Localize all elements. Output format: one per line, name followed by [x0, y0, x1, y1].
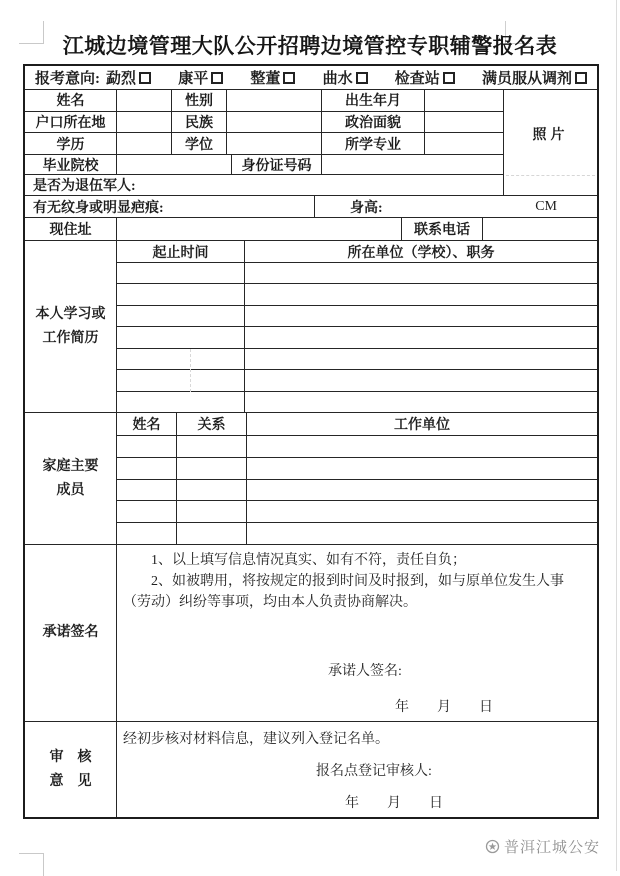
family-label: [25, 413, 117, 544]
name-label: 姓名: [25, 90, 117, 111]
promise-item-2: 2、如被聘用，将按规定的报到时间及时报到，如与原单位发生人事（劳动）纠纷等事项，均由本人负责协商解决。: [123, 574, 564, 610]
resume-header-period: 起止时间: [117, 241, 245, 262]
resume-blank-row: [117, 392, 597, 412]
family-name-cell[interactable]: [117, 523, 177, 544]
family-name-cell[interactable]: [117, 480, 177, 501]
family-label-line2: 成员: [56, 482, 85, 498]
family-blank-row: [117, 436, 597, 458]
scan-artifact-dashed-line: [190, 349, 192, 392]
page-corner-mark: [19, 853, 44, 876]
family-relation-cell[interactable]: [177, 458, 247, 479]
intent-prefix: 报考意向:: [35, 71, 100, 87]
review-label-line1: 审 核: [49, 749, 92, 765]
resume-period-cell[interactable]: [117, 306, 245, 326]
page-title: 江城边境管理大队公开招聘边境管控专职辅警报名表: [62, 34, 558, 58]
police-badge-icon: [485, 839, 500, 854]
gender-label: 性别: [172, 90, 227, 111]
education-label: 学历: [25, 133, 117, 154]
family-relation-cell[interactable]: [177, 523, 247, 544]
watermark: [485, 836, 600, 857]
family-header-relation: 关系: [177, 413, 247, 435]
phone-value-cell[interactable]: [483, 218, 597, 240]
family-rows: [117, 436, 597, 544]
promise-signature-label: 承诺人签名:: [328, 664, 402, 679]
veteran-label: 是否为退伍军人:: [33, 179, 136, 195]
intent-option-label: 康平: [178, 71, 209, 87]
resume-org-cell[interactable]: [245, 263, 597, 283]
review-label-line2: 意 见: [49, 773, 92, 789]
gender-value-cell[interactable]: [227, 90, 322, 111]
review-signer-label: 报名点登记审核人:: [316, 764, 432, 779]
id-number-label: 身份证号码: [232, 155, 322, 174]
intent-option: [106, 67, 151, 88]
photo-label: 照片: [532, 127, 569, 143]
intent-options: [106, 67, 587, 88]
resume-blank-row: [117, 263, 597, 284]
promise-label-text: 承诺签名: [42, 625, 99, 640]
family-section: [25, 413, 597, 545]
promise-content: [117, 545, 597, 721]
resume-org-cell[interactable]: [245, 370, 597, 390]
family-name-cell[interactable]: [117, 436, 177, 457]
name-value-cell[interactable]: [117, 90, 172, 111]
review-date-line: 年 月 日: [345, 796, 443, 811]
checkbox[interactable]: [211, 72, 223, 84]
review-label: [25, 722, 117, 817]
tattoo-height-row: [25, 196, 597, 218]
resume-period-cell[interactable]: [117, 284, 245, 304]
resume-org-cell[interactable]: [245, 327, 597, 347]
family-header-row: [117, 413, 597, 436]
family-header-workunit: 工作单位: [394, 418, 450, 433]
resume-period-cell[interactable]: [117, 370, 245, 390]
resume-org-cell[interactable]: [245, 349, 597, 369]
resume-label: [25, 241, 117, 412]
photo-cell[interactable]: [503, 90, 597, 195]
family-blank-row: [117, 523, 597, 544]
promise-item-1: 1、以上填写信息情况真实、如有不符，责任自负；: [151, 553, 466, 568]
major-label: 所学专业: [322, 133, 425, 154]
checkbox[interactable]: [356, 72, 368, 84]
address-value-cell[interactable]: [117, 218, 402, 240]
checkbox[interactable]: [139, 72, 151, 84]
address-row: [25, 218, 597, 241]
resume-rows: [117, 263, 597, 412]
family-workunit-cell[interactable]: [247, 436, 597, 457]
resume-period-cell[interactable]: [117, 392, 245, 412]
intent-option-label: 检查站: [394, 71, 440, 87]
resume-blank-row: [117, 327, 597, 348]
resume-org-cell[interactable]: [245, 306, 597, 326]
watermark-text: 普洱江城公安: [503, 840, 600, 856]
family-blank-row: [117, 480, 597, 502]
photo-dashed-line: [506, 175, 595, 176]
intent-option-label: 整董: [250, 71, 281, 87]
family-relation-cell[interactable]: [177, 436, 247, 457]
phone-label: 联系电话: [402, 218, 483, 240]
intent-option: [482, 67, 587, 88]
family-blank-row: [117, 501, 597, 523]
promise-date-line: 年 月 日: [395, 700, 493, 715]
checkbox[interactable]: [443, 72, 455, 84]
tattoo-label: 有无纹身或明显疤痕:: [25, 196, 315, 217]
intent-option-label: 曲水: [322, 71, 353, 87]
checkbox[interactable]: [283, 72, 295, 84]
family-blank-row: [117, 458, 597, 480]
application-form-table: [23, 64, 599, 819]
resume-blank-row: [117, 370, 597, 391]
intent-option: [178, 67, 223, 88]
ethnic-value-cell[interactable]: [227, 112, 322, 133]
family-workunit-cell[interactable]: [247, 480, 597, 501]
resume-period-cell[interactable]: [117, 349, 245, 369]
birth-value-cell[interactable]: [425, 90, 503, 111]
resume-header-org: 所在单位（学校）、职务: [347, 245, 495, 261]
family-workunit-cell[interactable]: [247, 523, 597, 544]
school-value-cell[interactable]: [117, 155, 232, 174]
family-workunit-cell[interactable]: [247, 501, 597, 522]
hukou-label: 户口所在地: [25, 112, 117, 133]
resume-label-line2: 工作简历: [42, 330, 99, 346]
family-relation-cell[interactable]: [177, 480, 247, 501]
education-value-cell[interactable]: [117, 133, 172, 154]
resume-org-cell[interactable]: [245, 284, 597, 304]
intent-option: [395, 67, 455, 88]
height-label: 身高:: [350, 200, 383, 216]
resume-label-line1: 本人学习或: [35, 306, 106, 322]
resume-period-cell[interactable]: [117, 327, 245, 347]
personal-info-block: [25, 90, 597, 196]
resume-org-cell[interactable]: [245, 392, 597, 412]
resume-period-cell[interactable]: [117, 263, 245, 283]
political-value-cell[interactable]: [425, 112, 503, 133]
height-unit: CM: [535, 198, 557, 214]
review-content: [117, 722, 597, 817]
intent-option: [323, 67, 368, 88]
intent-option: [250, 67, 295, 88]
school-label: 毕业院校: [25, 155, 117, 174]
family-header-name: 姓名: [117, 413, 177, 435]
intent-option-label: 勐烈: [106, 71, 137, 87]
family-workunit-cell[interactable]: [247, 458, 597, 479]
intent-row: [25, 66, 597, 90]
intent-option-label: 满员服从调剂: [481, 71, 572, 87]
major-value-cell[interactable]: [425, 133, 503, 154]
review-section: [25, 722, 597, 817]
resume-section: [25, 241, 597, 413]
id-number-value-cell[interactable]: [322, 155, 503, 174]
resume-blank-row: [117, 349, 597, 370]
hukou-value-cell[interactable]: [117, 112, 172, 133]
checkbox[interactable]: [575, 72, 587, 84]
resume-blank-row: [117, 306, 597, 327]
birth-label: 出生年月: [322, 90, 425, 111]
family-name-cell[interactable]: [117, 501, 177, 522]
height-cell[interactable]: [315, 196, 597, 217]
ethnic-label: 民族: [172, 112, 227, 133]
family-label-line1: 家庭主要: [42, 458, 99, 474]
promise-section: [25, 545, 597, 722]
review-opinion-text: 经初步核对材料信息，建议列入登记名单。: [123, 732, 389, 747]
resume-blank-row: [117, 284, 597, 305]
degree-label: 学位: [172, 133, 227, 154]
resume-header-row: [117, 241, 597, 263]
political-label: 政治面貌: [322, 112, 425, 133]
degree-value-cell[interactable]: [227, 133, 322, 154]
page-edge-line: [616, 0, 617, 871]
address-label: 现住址: [25, 218, 117, 240]
family-relation-cell[interactable]: [177, 501, 247, 522]
promise-label: [25, 545, 117, 721]
family-name-cell[interactable]: [117, 458, 177, 479]
